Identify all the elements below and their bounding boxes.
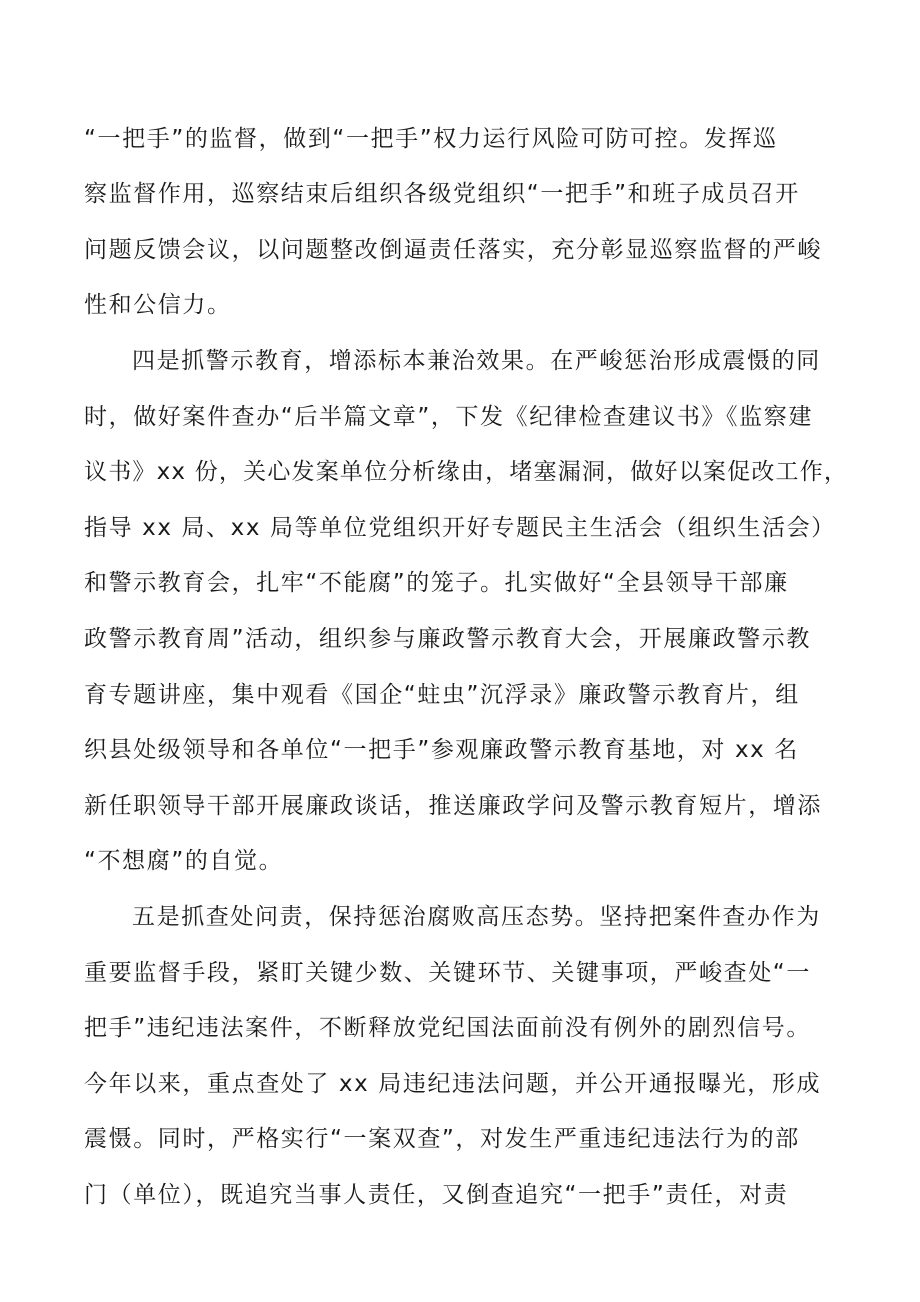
text-line: “不想腐”的自觉。	[84, 848, 284, 874]
text-line: 察监督作用，巡察结束后组织各级党组织“一把手”和班子成员召开	[84, 181, 800, 207]
paragraph-first-line: 五是抓查处问责，保持惩治腐败高压态势。坚持把案件查办作为	[132, 904, 821, 930]
text-line: “一把手”的监督，做到“一把手”权力运行风险可防可控。发挥巡	[84, 126, 778, 152]
text-line: 今年以来，重点查处了 xx 局违纪违法问题，并公开通报曝光，形成	[84, 1071, 822, 1097]
text-line: 育专题讲座，集中观看《国企“蛀虫”沉浮录》廉政警示教育片，组	[84, 682, 800, 708]
text-line: 震慑。同时，严格实行“一案双查”，对发生严重违纪违法行为的部	[84, 1126, 800, 1152]
text-line: 和警示教育会，扎牢“不能腐”的笼子。扎实做好“全县领导干部廉	[84, 570, 789, 596]
text-line: 门（单位），既追究当事人责任，又倒查追究“一把手”责任，对责	[84, 1182, 789, 1208]
text-line: 问题反馈会议，以问题整改倒逼责任落实，充分彰显巡察监督的严峻	[84, 237, 822, 263]
text-line: 织县处级领导和各单位“一把手”参观廉政警示教育基地，对 xx 名	[84, 737, 799, 763]
text-line: 议书》xx 份，关心发案单位分析缘由，堵塞漏洞，做好以案促改工作，	[84, 459, 849, 485]
text-line: 新任职领导干部开展廉政谈话，推送廉政学问及警示教育短片，增添	[84, 793, 822, 819]
text-line: 政警示教育周”活动，组织参与廉政警示教育大会，开展廉政警示教	[84, 626, 811, 652]
text-line: 指导 xx 局、xx 局等单位党组织开好专题民主生活会（组织生活会）	[84, 515, 836, 541]
text-line: 时，做好案件查办“后半篇文章”，下发《纪律检查建议书》《监察建	[84, 404, 813, 430]
text-line: 性和公信力。	[84, 292, 232, 318]
paragraph-first-line: 四是抓警示教育，增添标本兼治效果。在严峻惩治形成震慑的同	[132, 348, 821, 374]
text-line: 重要监督手段，紧盯关键少数、关键环节、关键事项，严峻查处“一	[84, 960, 811, 986]
text-line: 把手”违纪违法案件，不断释放党纪国法面前没有例外的剧烈信号。	[84, 1015, 811, 1041]
